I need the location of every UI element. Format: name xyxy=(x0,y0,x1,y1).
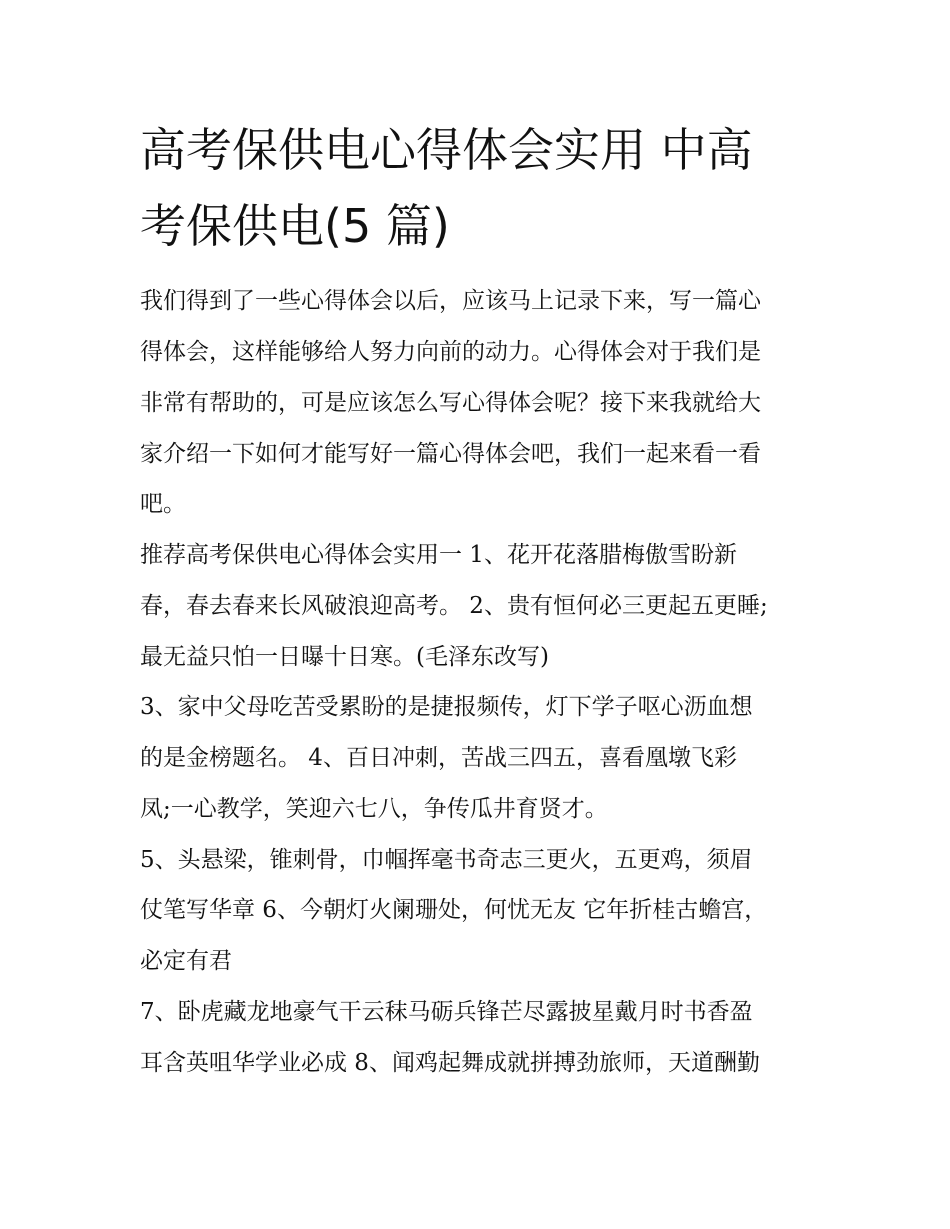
body-line: 春，春去春来长风破浪迎高考。 2、贵有恒何必三更起五更睡; xyxy=(140,593,768,619)
body-line: 必定有君 xyxy=(140,948,232,974)
body-line: 推荐高考保供电心得体会实用一 1、花开花落腊梅傲雪盼新 xyxy=(140,542,737,568)
body-line: 7、卧虎藏龙地豪气干云秣马砺兵锋芒尽露披星戴月时书香盈 xyxy=(140,999,753,1025)
document-title xyxy=(140,112,820,264)
body-line: 的是金榜题名。 4、百日冲刺，苦战三四五，喜看凰墩飞彩 xyxy=(140,745,737,771)
title-line-2: 考保供电(5 篇) xyxy=(140,199,450,253)
body-line: 得体会，这样能够给人努力向前的动力。心得体会对于我们是 xyxy=(140,339,761,365)
body-line: 凤;一心教学，笑迎六七八，争传瓜井育贤才。 xyxy=(140,796,608,822)
title-line-1: 高考保供电心得体会实用 中高 xyxy=(140,123,753,177)
body-line: 5、头悬梁，锥刺骨，巾帼挥毫书奇志三更火，五更鸡，须眉 xyxy=(140,847,753,873)
body-line: 非常有帮助的，可是应该怎么写心得体会呢？接下来我就给大 xyxy=(140,390,761,416)
body-line: 我们得到了一些心得体会以后，应该马上记录下来，写一篇心 xyxy=(140,288,761,314)
body-line: 吧。 xyxy=(140,491,186,517)
body-line: 3、家中父母吃苦受累盼的是捷报频传，灯下学子呕心沥血想 xyxy=(140,694,753,720)
body-line: 最无益只怕一日曝十日寒。(毛泽东改写) xyxy=(140,644,549,670)
body-line: 耳含英咀华学业必成 8、闻鸡起舞成就拼搏劲旅师，天道酬勤 xyxy=(140,1050,760,1076)
body-line: 仗笔写华章 6、今朝灯火阑珊处，何忧无友 它年折桂古蟾宫， xyxy=(140,897,768,923)
body-line: 家介绍一下如何才能写好一篇心得体会吧，我们一起来看一看 xyxy=(140,441,761,467)
